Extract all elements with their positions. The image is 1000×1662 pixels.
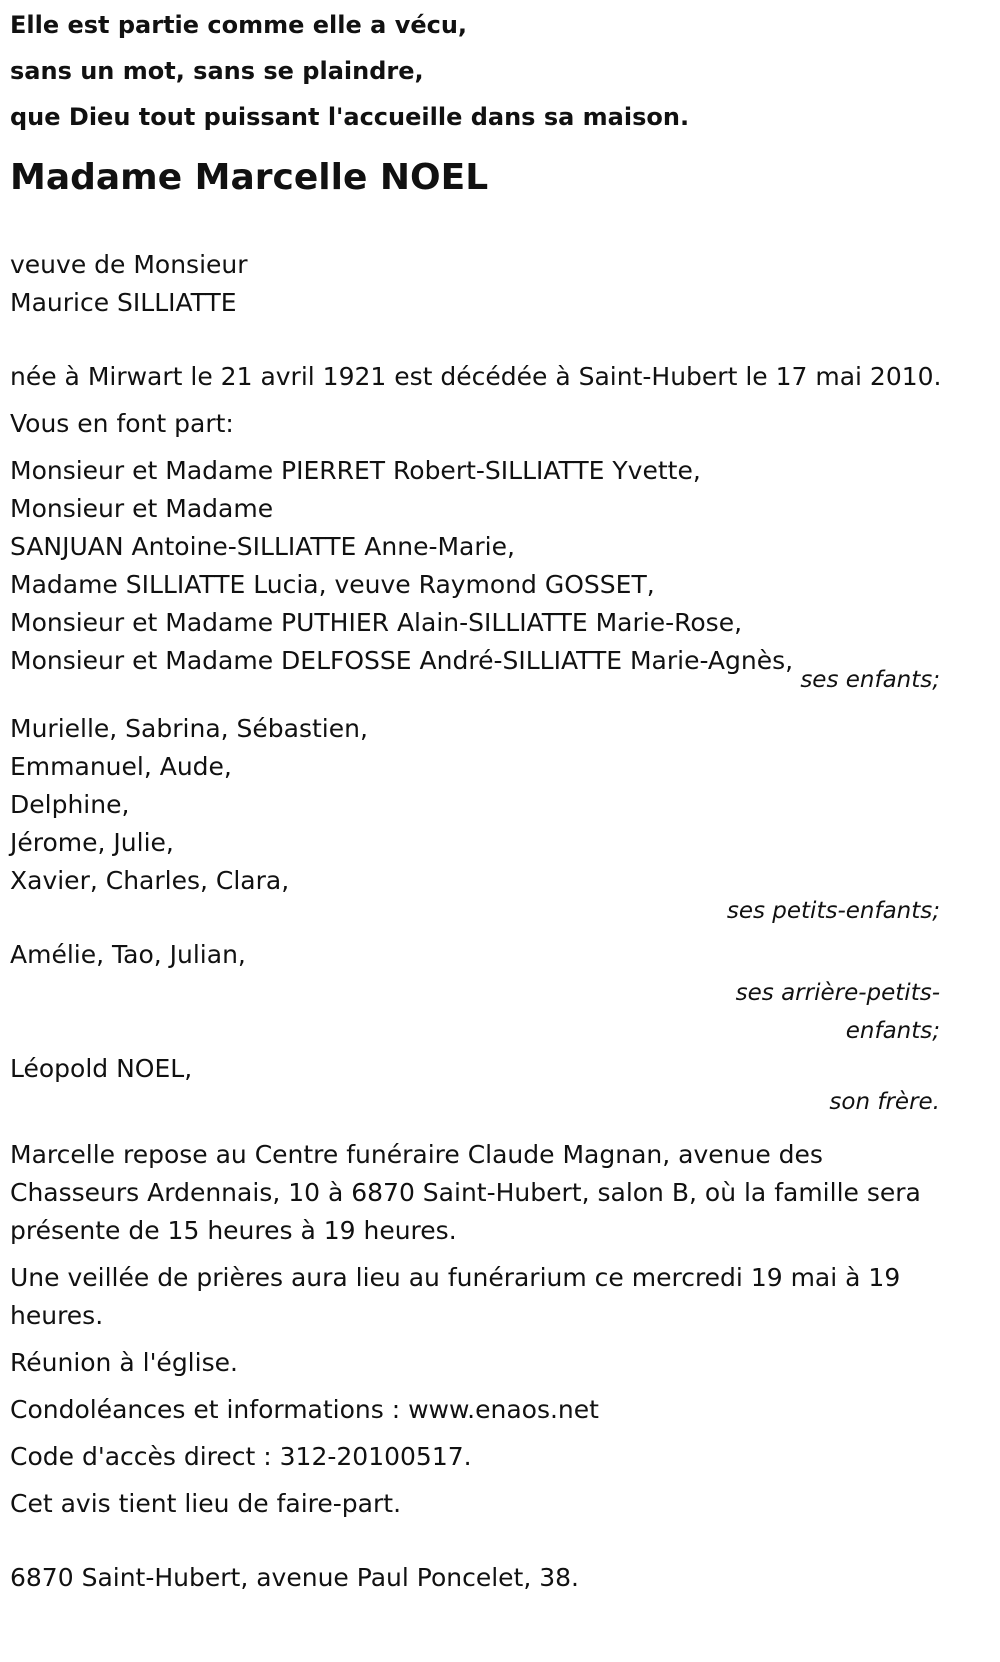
child-line: Monsieur et Madame — [10, 494, 274, 523]
children-block — [10, 452, 940, 696]
verse-block — [10, 2, 940, 140]
notice-text: Cet avis tient lieu de faire-part. — [10, 1489, 402, 1518]
brother-role: son frère. — [829, 1089, 940, 1115]
rest-info: Marcelle repose au Centre funéraire Claude Magnan, avenue des Chasseurs Ardennais, 10 à 6870 Saint-Hubert, salon B, où la famille sera présente de 15 heures à 19 heures. — [10, 1140, 921, 1245]
verse-line: sans un mot, sans se plaindre, — [10, 57, 424, 85]
announcement-intro: Vous en font part: — [10, 409, 234, 438]
verse-line: Elle est partie comme elle a vécu, — [10, 11, 468, 39]
access-code: Code d'accès direct : 312-20100517. — [10, 1442, 472, 1471]
grandchild-line: Delphine, — [10, 790, 130, 819]
meeting-info: Réunion à l'église. — [10, 1348, 238, 1377]
grandchild-line: Murielle, Sabrina, Sébastien, — [10, 714, 368, 743]
grandchildren-role: ses petits-enfants; — [726, 898, 940, 924]
great-grandchild-line: Amélie, Tao, Julian, — [10, 940, 246, 969]
grandchildren-block — [10, 710, 940, 930]
children-role: ses enfants; — [800, 667, 940, 693]
brother-line: Léopold NOEL, — [10, 1054, 193, 1083]
spouse-line: veuve de Monsieur — [10, 250, 248, 279]
deceased-name: Madame Marcelle NOEL — [10, 157, 489, 198]
great-grandchildren-role: enfants; — [845, 1018, 940, 1044]
verse-line: que Dieu tout puissant l'accueille dans sa maison. — [10, 103, 690, 131]
condolences-info: Condoléances et informations : www.enaos.net — [10, 1395, 599, 1424]
grandchild-line: Emmanuel, Aude, — [10, 752, 232, 781]
address-line: 6870 Saint-Hubert, avenue Paul Poncelet, 38. — [10, 1563, 579, 1592]
spouse-block — [10, 246, 940, 322]
obituary-notice — [10, 0, 940, 1597]
great-grandchildren-block — [10, 936, 940, 1050]
great-grandchildren-role: ses arrière-petits- — [735, 980, 940, 1006]
child-line: SANJUAN Antoine-SILLIATTE Anne-Marie, — [10, 532, 515, 561]
spouse-line: Maurice SILLIATTE — [10, 288, 237, 317]
birth-death-line: née à Mirwart le 21 avril 1921 est décédée à Saint-Hubert le 17 mai 2010. — [10, 362, 942, 391]
grandchild-line: Jérome, Julie, — [10, 828, 174, 857]
child-line: Monsieur et Madame PIERRET Robert-SILLIATTE Yvette, — [10, 456, 701, 485]
child-line: Monsieur et Madame DELFOSSE André-SILLIATTE Marie-Agnès, — [10, 646, 794, 675]
child-line: Madame SILLIATTE Lucia, veuve Raymond GOSSET, — [10, 570, 655, 599]
child-line: Monsieur et Madame PUTHIER Alain-SILLIATTE Marie-Rose, — [10, 608, 743, 637]
brother-block — [10, 1050, 940, 1132]
vigil-info: Une veillée de prières aura lieu au funérarium ce mercredi 19 mai à 19 heures. — [10, 1263, 901, 1330]
grandchild-line: Xavier, Charles, Clara, — [10, 866, 290, 895]
